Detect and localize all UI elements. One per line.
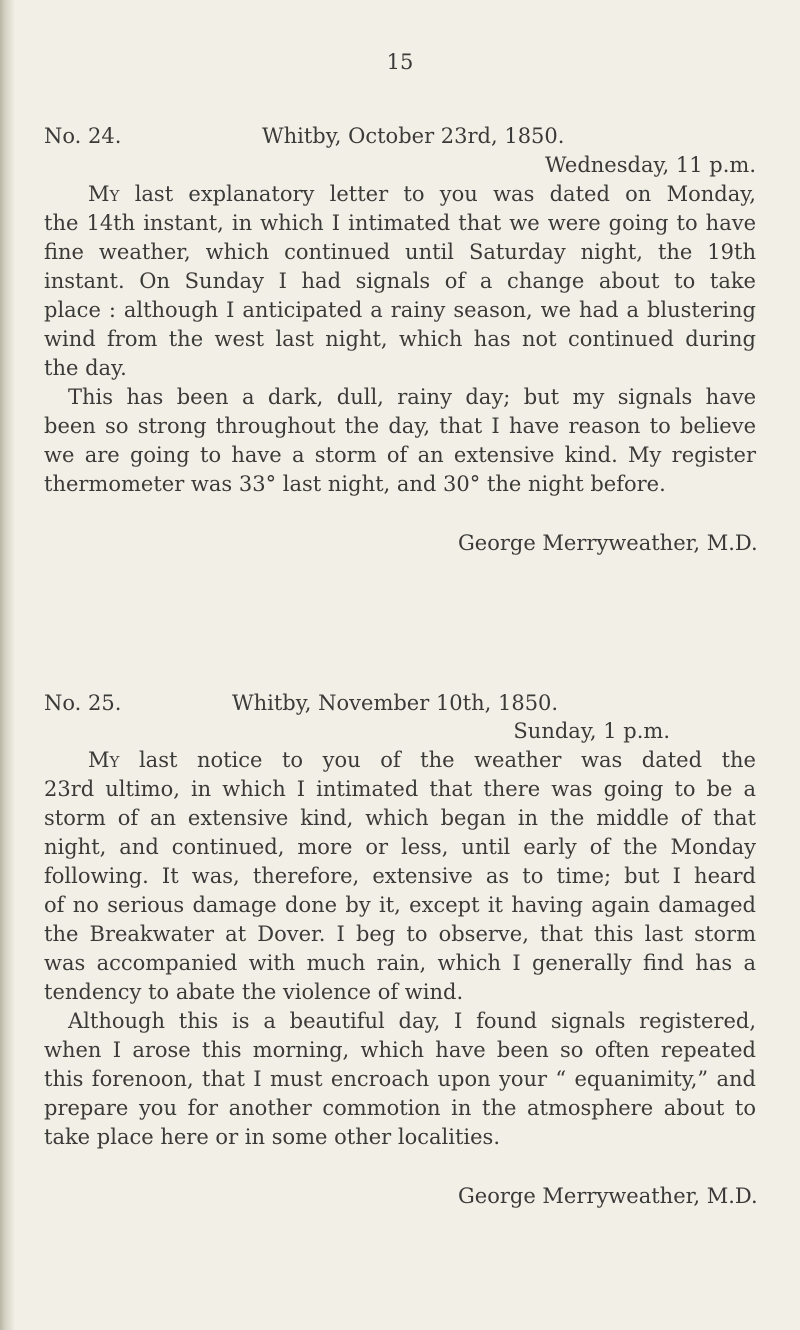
paragraph-line: this forenoon, that I must encroach upon your “ equanimity,” and (44, 1067, 756, 1091)
paragraph-line: 23rd ultimo, in which I intimated that there was going to be a (44, 777, 756, 801)
letter-number: No. 24. (44, 124, 122, 148)
paragraph-line: night, and continued, more or less, until early of the Monday (44, 835, 756, 859)
paragraph-line: was accompanied with much rain, which I generally find has a (44, 951, 756, 975)
paragraph-line: following. It was, therefore, extensive as to time; but I heard (44, 864, 756, 888)
paragraph-line: fine weather, which continued until Saturday night, the 19th (44, 240, 756, 264)
paragraph-line: we are going to have a storm of an extensive kind. My register (44, 443, 756, 467)
paragraph-line: My last explanatory letter to you was dated on Monday, (88, 182, 756, 206)
paragraph-line: the 14th instant, in which I intimated that we were going to have (44, 211, 756, 235)
signature: George Merryweather, M.D. (458, 1184, 758, 1208)
paragraph-line: instant. On Sunday I had signals of a change about to take (44, 269, 756, 293)
paragraph-line: storm of an extensive kind, which began in the middle of that (44, 806, 756, 830)
paragraph-line: My last notice to you of the weather was dated the (88, 748, 756, 772)
page-edge-shadow (0, 0, 14, 1330)
lead-word: My (88, 748, 120, 772)
letter-day-time: Wednesday, 11 p.m. (545, 153, 756, 177)
paragraph-line: prepare you for another commotion in the atmosphere about to (44, 1096, 756, 1120)
paragraph-line: tendency to abate the violence of wind. (44, 980, 464, 1004)
letter-place-date: Whitby, October 23rd, 1850. (262, 124, 565, 148)
paragraph-line: the day. (44, 356, 127, 380)
paragraph-line: This has been a dark, dull, rainy day; but my signals have (68, 385, 756, 409)
signature: George Merryweather, M.D. (458, 531, 758, 555)
paragraph-line: take place here or in some other localities. (44, 1125, 500, 1149)
paragraph-line: been so strong throughout the day, that I have reason to believe (44, 414, 756, 438)
paragraph-line: of no serious damage done by it, except it having again damaged (44, 893, 756, 917)
paragraph-line: when I arose this morning, which have been so often repeated (44, 1038, 756, 1062)
page-number: 15 (386, 50, 414, 74)
letter-day-time: Sunday, 1 p.m. (513, 719, 670, 743)
paragraph-line: the Breakwater at Dover. I beg to observe, that this last storm (44, 922, 756, 946)
letter-place-date: Whitby, November 10th, 1850. (232, 691, 559, 715)
paragraph-line: place : although I anticipated a rainy season, we had a blustering (44, 298, 756, 322)
letter-number: No. 25. (44, 691, 122, 715)
lead-word: My (88, 182, 120, 206)
paragraph-line: Although this is a beautiful day, I found signals registered, (68, 1009, 756, 1033)
paragraph-line: wind from the west last night, which has not continued during (44, 327, 756, 351)
paragraph-line: thermometer was 33° last night, and 30° the night before. (44, 472, 666, 496)
